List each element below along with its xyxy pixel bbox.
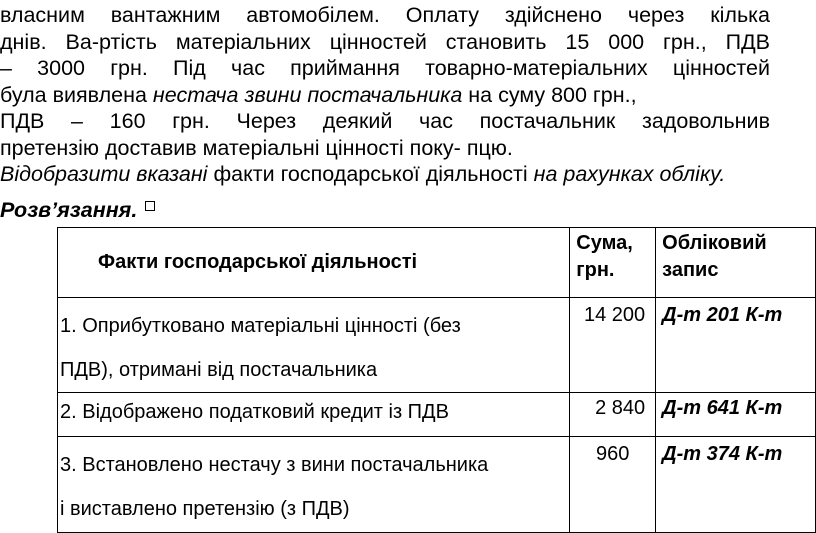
task-line-4-italic: нестача звини постачальника (152, 82, 463, 107)
table-row (58, 393, 816, 437)
fact-cell (58, 437, 570, 533)
record-cell: Д-т 374 К-т (656, 437, 816, 533)
solution-heading-text: Розв’язання. (0, 198, 138, 222)
header-facts: Факти господарської діяльності (58, 228, 570, 298)
sum-cell: 14 200 (570, 298, 656, 393)
task-line-7-normal: факти господарської діяльності (207, 162, 534, 186)
header-sum-line-1: Сума, (576, 232, 633, 254)
header-sum-line-2: грн. (576, 259, 615, 281)
fact-cell (58, 393, 570, 437)
table-header-row (58, 228, 816, 298)
header-sum (570, 228, 656, 298)
header-record-line-2: запис (662, 259, 719, 281)
task-line-4 (0, 82, 770, 109)
solution-heading (0, 198, 155, 223)
fact-line-1: 3. Встановлено нестачу з вини постачальника (60, 454, 489, 476)
task-line-4-prefix: була виявлена (0, 82, 153, 107)
square-bullet-icon (145, 201, 155, 211)
sum-cell: 960 (570, 437, 656, 533)
sum-cell: 2 840 (570, 393, 656, 437)
solution-table (57, 227, 816, 533)
table-row (58, 437, 816, 533)
record-cell: Д-т 641 К-т (656, 393, 816, 437)
fact-line-1: 2. Відображено податковий кредит із ПДВ (60, 401, 449, 423)
record-cell: Д-т 201 К-т (656, 298, 816, 393)
task-line-1: власним вантажним автомобілем. Оплату здійснено через кілька (0, 3, 770, 27)
task-line-2: днів. Ва-ртість матеріальних цінностей становить 15 000 грн., ПДВ (0, 29, 770, 54)
task-line-7-italic-1: Відобразити вказані (0, 162, 208, 186)
task-line-4-suffix: на суму 800 грн., (462, 82, 637, 107)
fact-line-2: і виставлено претензію (з ПДВ) (60, 498, 350, 520)
fact-line-1: 1. Оприбутковано матеріальні цінності (без (60, 315, 461, 337)
table-row (58, 298, 816, 393)
task-line-7 (0, 161, 770, 188)
task-line-7-italic-2: на рахунках обліку. (533, 162, 726, 186)
task-text (0, 2, 770, 188)
task-line-5: ПДВ – 160 грн. Через деякий час постачальник задовольнив (0, 109, 770, 133)
header-record (656, 228, 816, 298)
header-record-line-1: Обліковий (662, 232, 767, 254)
fact-cell (58, 298, 570, 393)
task-line-3: – 3000 грн. Під час приймання товарно-матеріальних цінностей (0, 56, 770, 80)
fact-line-2: ПДВ), отримані від постачальника (60, 359, 378, 381)
task-line-6: претензію доставив матеріальні цінності поку- пцю. (0, 135, 513, 160)
